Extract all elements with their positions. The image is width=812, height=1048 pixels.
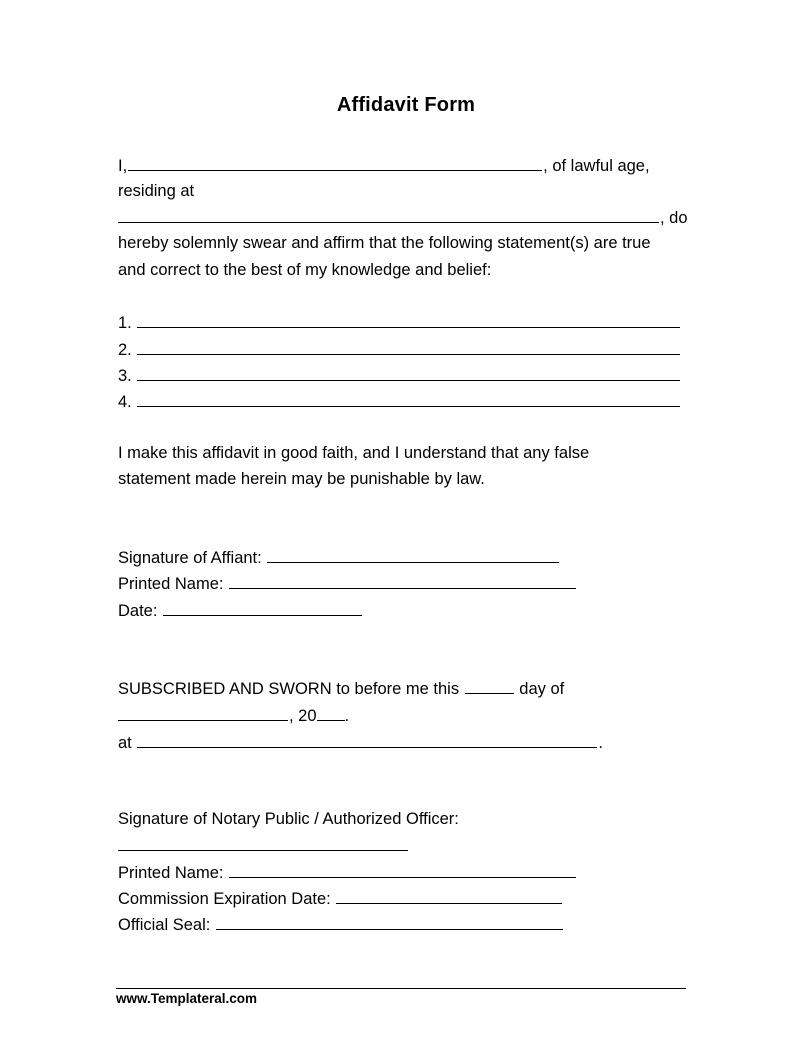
- jurat-line-3: [118, 732, 603, 753]
- footer-website: www.Templateral.com: [116, 991, 258, 1006]
- statement-number: 4.: [118, 393, 132, 411]
- jurat-day-field[interactable]: [465, 678, 514, 694]
- statement-field[interactable]: [137, 391, 680, 407]
- address-field[interactable]: [118, 207, 659, 223]
- statement-item: [118, 365, 681, 386]
- affiant-name-line: [118, 155, 650, 176]
- jurat-at-suffix: .: [598, 734, 603, 752]
- jurat-month-field[interactable]: [118, 705, 288, 721]
- commission-expiration-row: [118, 888, 563, 909]
- intro-prefix: I,: [118, 157, 128, 175]
- commission-expiration-field[interactable]: [336, 888, 562, 904]
- statement-number: 1.: [118, 314, 132, 332]
- swear-line-1: hereby solemnly swear and affirm that the following statement(s) are true: [118, 234, 651, 252]
- affiant-signature-field[interactable]: [267, 547, 559, 563]
- jurat-text: SUBSCRIBED AND SWORN to before me this: [118, 680, 460, 698]
- swear-line-2: and correct to the best of my knowledge and belief:: [118, 261, 492, 279]
- jurat-at-label: at: [118, 734, 132, 752]
- affiant-printed-name-row: [118, 573, 577, 594]
- official-seal-label: Official Seal:: [118, 916, 211, 934]
- good-faith-line-2: statement made herein may be punishable by law.: [118, 470, 485, 488]
- jurat-year-suffix: .: [344, 707, 350, 725]
- footer-divider: [116, 988, 686, 989]
- good-faith-line-1: I make this affidavit in good faith, and I understand that any false: [118, 444, 590, 462]
- statement-number: 2.: [118, 341, 132, 359]
- residing-line: [118, 181, 194, 201]
- jurat-year-prefix: , 20: [289, 707, 317, 725]
- notary-signature-field[interactable]: [118, 835, 408, 851]
- jurat-location-field[interactable]: [137, 732, 597, 748]
- commission-expiration-label: Commission Expiration Date:: [118, 890, 331, 908]
- jurat-line-1: [118, 678, 564, 699]
- affiant-printed-name-label: Printed Name:: [118, 575, 224, 593]
- affiant-date-label: Date:: [118, 602, 158, 620]
- statement-number: 3.: [118, 367, 132, 385]
- page-title: Affidavit Form: [336, 94, 476, 116]
- affiant-date-row: [118, 600, 363, 621]
- notary-printed-name-field[interactable]: [229, 862, 576, 878]
- affiant-signature-row: [118, 547, 560, 568]
- notary-signature-label: Signature of Notary Public / Authorized Officer:: [118, 810, 459, 828]
- statement-item: [118, 391, 681, 412]
- affiant-signature-label: Signature of Affiant:: [118, 549, 262, 567]
- affiant-date-field[interactable]: [163, 600, 362, 616]
- official-seal-field[interactable]: [216, 914, 563, 930]
- statement-field[interactable]: [137, 339, 680, 355]
- statement-field[interactable]: [137, 365, 680, 381]
- do-text: , do: [660, 209, 688, 227]
- jurat-line-2: [118, 705, 349, 726]
- address-line: [118, 207, 688, 228]
- statement-item: [118, 339, 681, 360]
- statement-field[interactable]: [137, 312, 680, 328]
- residing-text: residing at: [118, 182, 195, 200]
- affiant-name-field[interactable]: [128, 155, 542, 171]
- lawful-age-text: , of lawful age,: [543, 157, 650, 175]
- affiant-printed-name-field[interactable]: [229, 573, 576, 589]
- official-seal-row: [118, 914, 564, 935]
- statement-item: [118, 312, 681, 333]
- notary-printed-name-label: Printed Name:: [118, 864, 224, 882]
- notary-printed-name-row: [118, 862, 577, 883]
- jurat-year-field[interactable]: [317, 705, 345, 721]
- notary-signature-row: [118, 835, 409, 856]
- jurat-day-of-text: day of: [519, 680, 565, 698]
